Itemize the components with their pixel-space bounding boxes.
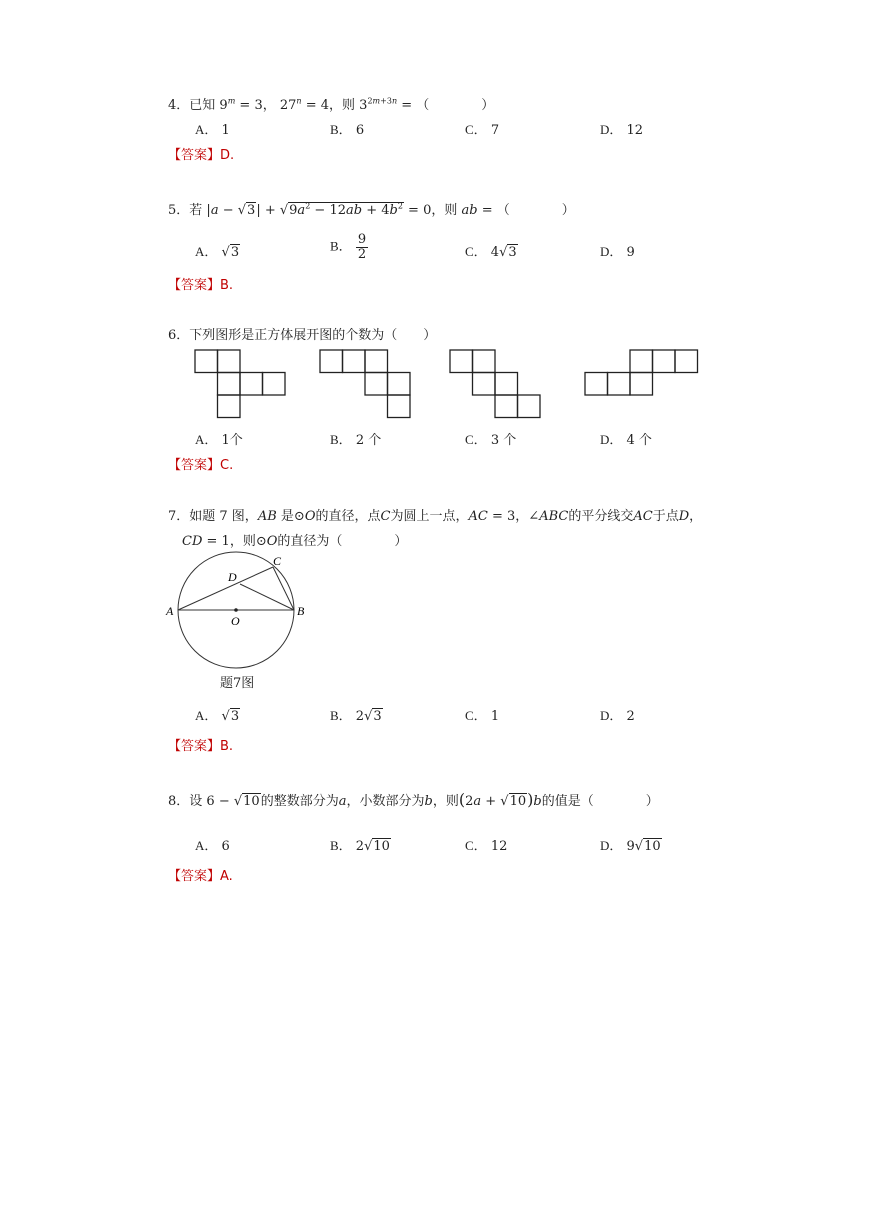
q8-stem: 8．设 6 − √10的整数部分为a，小数部分为b，则(2a + √10)b的值是（ ） xyxy=(168,790,659,809)
q5-option-a: A． √3 xyxy=(195,244,240,260)
q4-expr1: $9^m = 3$ xyxy=(219,96,263,113)
q4-option-a: A． 1 xyxy=(195,122,230,138)
label-c: C xyxy=(273,554,282,568)
q4-option-d: D． 12 xyxy=(600,122,644,138)
q6-option-c: C． 3 个 xyxy=(465,432,517,448)
cube-net-4 xyxy=(585,350,698,395)
cube-net-1 xyxy=(195,350,285,418)
q7-option-a: A． √3 xyxy=(195,708,240,724)
chord-bc xyxy=(273,567,294,610)
q7-option-d: D． 2 xyxy=(600,708,635,724)
q6-option-b: B． 2 个 xyxy=(330,432,382,448)
q8-option-c: C． 12 xyxy=(465,838,508,854)
q4-stem-tail: ，则 xyxy=(329,98,356,113)
q5-option-b: B． $\frac{9}{2}$ xyxy=(330,232,367,262)
cube-net-2 xyxy=(320,350,410,418)
q4-option-b: B． 6 xyxy=(330,122,365,138)
q8-option-b: B． 2√10 xyxy=(330,838,390,854)
q7-option-c: C． 1 xyxy=(465,708,500,724)
q6-nets-figure xyxy=(0,346,869,426)
label-d: D xyxy=(228,570,237,584)
label-b: B xyxy=(297,604,305,618)
q7-circle-figure xyxy=(160,548,320,688)
q5-expr: $|a - √3| + √9a^2 - 12ab + 4b^2 = 0$ xyxy=(206,201,432,218)
q5-stem xyxy=(168,199,575,218)
q7-option-b: B． 2√3 xyxy=(330,708,382,724)
q5-paren: （ ） xyxy=(496,203,575,218)
q4-expr3: $3^{2m+3n}$ = xyxy=(359,96,413,113)
segment-bd xyxy=(240,584,294,610)
q5-prefix: 5．若 xyxy=(168,203,203,218)
q7-figure-caption: 题7图 xyxy=(220,676,255,691)
q6-option-a: A． 1个 xyxy=(195,432,243,448)
q4-expr2: $27^n = 4$ xyxy=(279,96,330,113)
q4-option-c: C． 7 xyxy=(465,122,500,138)
label-o: O xyxy=(231,614,240,628)
q5-ab: ab = xyxy=(461,203,493,218)
q7-stem-line2: CD = 1，则⊙O的直径为（ ） xyxy=(182,534,408,549)
q8-option-d: D． 9√10 xyxy=(600,838,661,854)
q5-answer: 【答案】B. xyxy=(168,278,234,293)
q4-stem: 4．已知 $9^m = 3$， $27^n = 4$，则 $3^{2m+3n}$ = （ ） xyxy=(168,96,495,113)
q7-stem-line1: 7．如题 7 图，AB 是⊙O的直径，点C为圆上一点，AC = 3，∠ABC的平分线交AC于点D， xyxy=(168,509,703,524)
q4-prefix: 4．已知 xyxy=(168,98,216,113)
q8-answer: 【答案】A. xyxy=(168,869,233,884)
cube-net-3 xyxy=(450,350,540,418)
q5-option-d: D． 9 xyxy=(600,244,635,260)
center-point xyxy=(234,608,238,612)
q7-answer: 【答案】B. xyxy=(168,739,234,754)
label-a: A xyxy=(166,604,174,618)
q5-stem-tail: ，则 xyxy=(431,203,458,218)
q4-answer: 【答案】D. xyxy=(168,148,235,163)
q8-option-a: A． 6 xyxy=(195,838,230,854)
q4-paren: （ ） xyxy=(416,98,495,113)
q6-stem: 6．下列图形是正方体展开图的个数为（ ） xyxy=(168,328,437,343)
q5-option-c: C． 4√3 xyxy=(465,244,517,260)
q6-answer: 【答案】C. xyxy=(168,458,234,473)
q6-option-d: D． 4 个 xyxy=(600,432,652,448)
chord-ac xyxy=(178,567,273,610)
